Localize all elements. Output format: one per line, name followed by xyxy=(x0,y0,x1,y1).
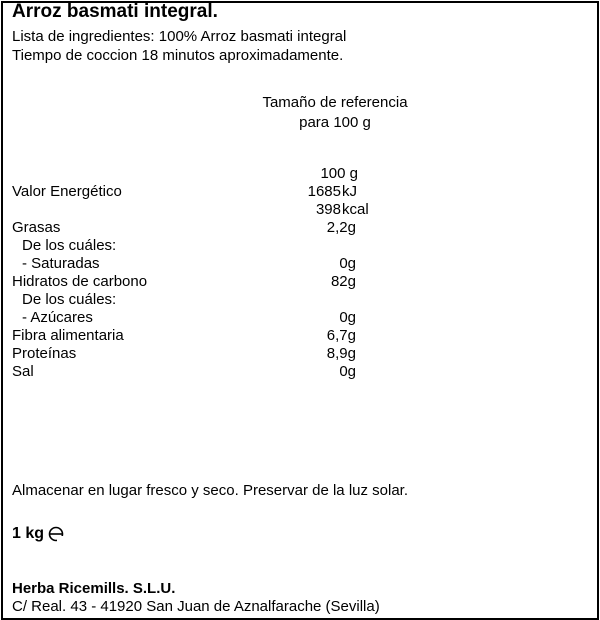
energy-kcal-value: 398 xyxy=(315,201,341,218)
saturated-label: - Saturadas xyxy=(22,255,100,272)
carbs-label: Hidratos de carbono xyxy=(12,273,148,290)
company-name: Herba Ricemills. S.L.U. xyxy=(12,580,176,597)
reference-size-line1: Tamaño de referencia xyxy=(262,94,408,111)
net-weight-value: 1 kg xyxy=(12,525,45,543)
ingredients-list: Lista de ingredientes: 100% Arroz basmati integral xyxy=(12,28,347,45)
fibre-label: Fibra alimentaria xyxy=(12,327,124,344)
salt-label: Sal xyxy=(12,363,34,380)
reference-size-line2: para 100 g xyxy=(299,114,371,131)
sugars-value: 0g xyxy=(339,309,356,326)
saturated-value: 0g xyxy=(339,255,356,272)
cooking-time: Tiempo de coccion 18 minutos aproximadamente. xyxy=(12,47,344,64)
column-header-100g: 100 g xyxy=(320,165,358,182)
carbs-value: 82g xyxy=(330,273,356,290)
fat-label: Grasas xyxy=(12,219,61,236)
estimated-sign-icon xyxy=(47,525,65,543)
fat-value: 2,2g xyxy=(326,219,356,236)
energy-label: Valor Energético xyxy=(12,183,122,200)
of-which-label-2: De los cuáles: xyxy=(22,291,117,308)
salt-value: 0g xyxy=(339,363,356,380)
company-address: C/ Real. 43 - 41920 San Juan de Aznalfarache (Sevilla) xyxy=(12,598,380,615)
sugars-label: - Azúcares xyxy=(22,309,93,326)
protein-value: 8,9g xyxy=(326,345,356,362)
fibre-value: 6,7g xyxy=(326,327,356,344)
net-weight xyxy=(12,525,65,543)
energy-kj-unit: kJ xyxy=(342,183,357,200)
product-title: Arroz basmati integral. xyxy=(12,1,218,22)
of-which-label-1: De los cuáles: xyxy=(22,237,117,254)
storage-instructions: Almacenar en lugar fresco y seco. Preservar de la luz solar. xyxy=(12,482,409,499)
energy-kcal-unit: kcal xyxy=(342,201,369,218)
energy-kj-value: 1685 xyxy=(307,183,341,200)
protein-label: Proteínas xyxy=(12,345,77,362)
